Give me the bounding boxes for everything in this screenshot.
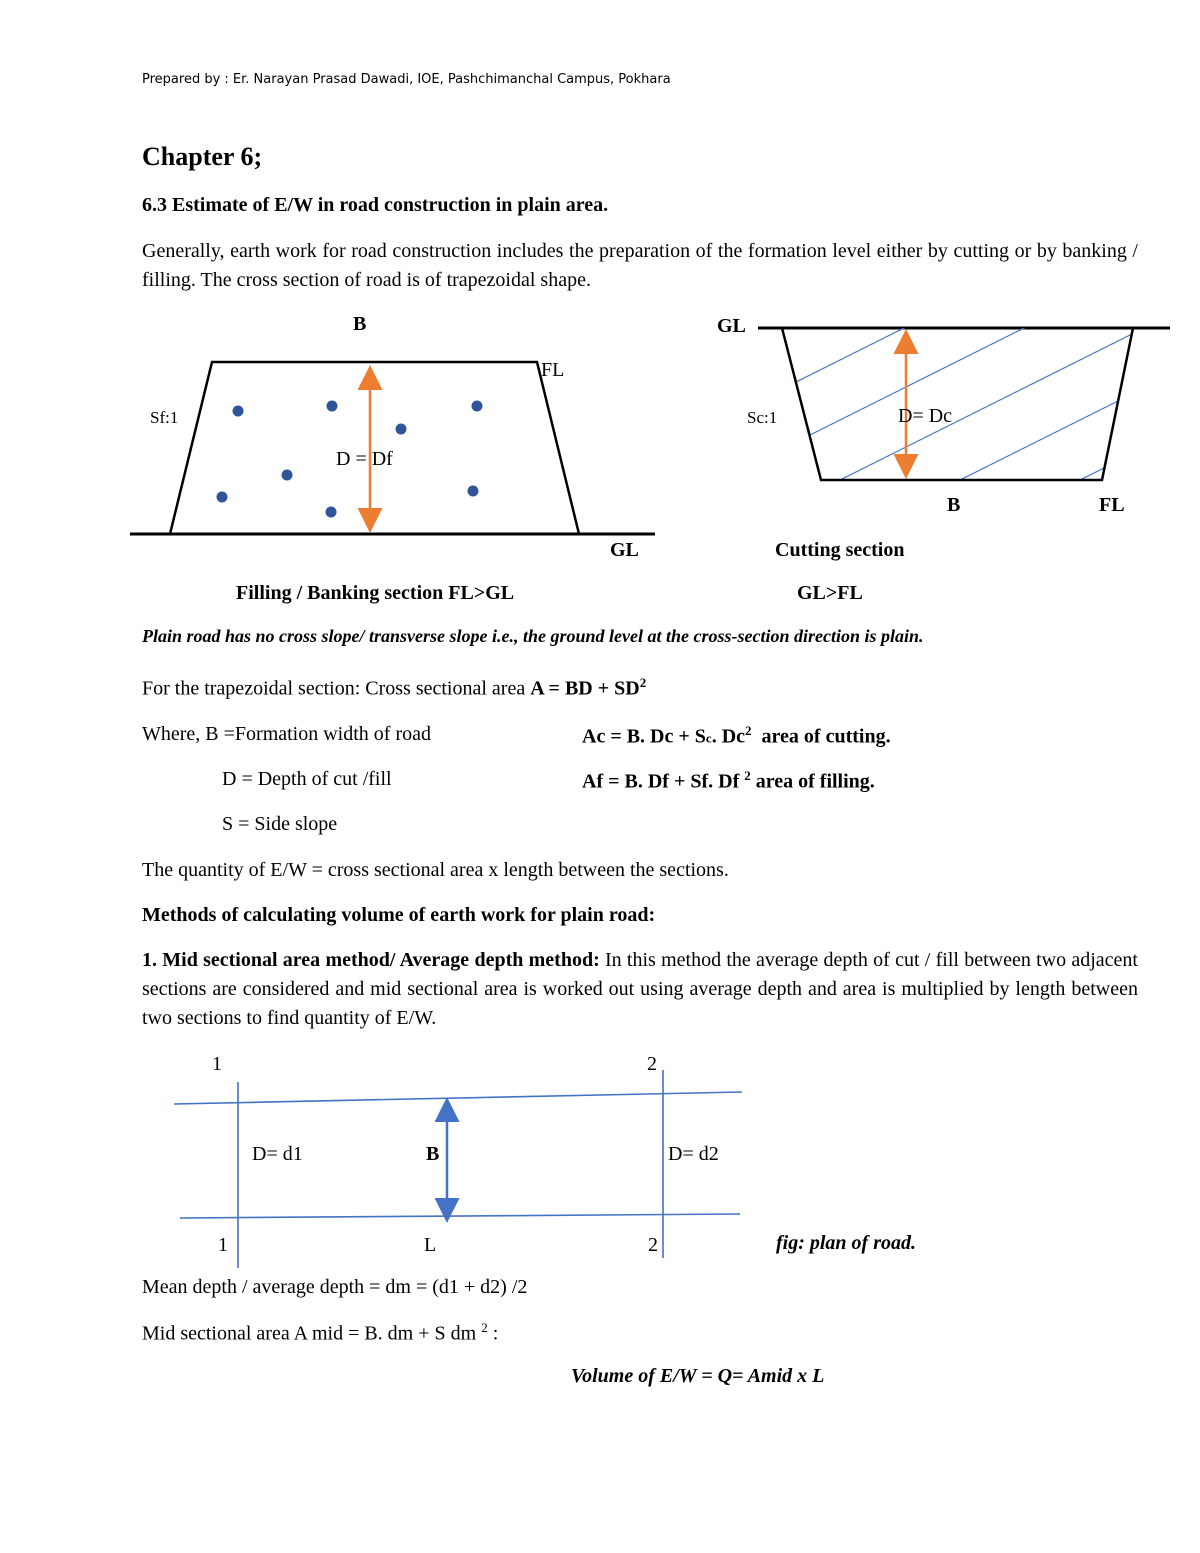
- cutting-trapezoid: [782, 328, 1133, 480]
- caption-cutting: Cutting section: [775, 539, 905, 561]
- fill-area-formula: [582, 768, 875, 794]
- mean-depth: Mean depth / average depth = dm = (d1 + d2) /2: [142, 1276, 528, 1298]
- where-s: S = Side slope: [222, 813, 338, 835]
- area-formula-sup: 2: [639, 675, 647, 690]
- soil-dot: [233, 406, 244, 417]
- label-b: B: [426, 1143, 440, 1165]
- plan-caption: fig: plan of road.: [776, 1232, 916, 1254]
- label-fl: FL: [1099, 494, 1125, 516]
- soil-dot: [217, 492, 228, 503]
- label-l: L: [424, 1234, 437, 1256]
- plain-road-note: Plain road has no cross slope/ transverse slope i.e., the ground level at the cross-section direction is plain.: [142, 626, 924, 646]
- plan-of-road-diagram: [150, 1040, 770, 1270]
- quantity-text: The quantity of E/W = cross sectional area x length between the sections.: [142, 859, 729, 881]
- volume-formula: Volume of E/W = Q= Amid x L: [571, 1365, 825, 1387]
- methods-heading: Methods of calculating volume of earth work for plain road:: [142, 904, 656, 926]
- label-top-right: 2: [647, 1053, 657, 1075]
- cut-area-mid: . Dc: [711, 725, 746, 748]
- cut-area-sup: 2: [745, 723, 752, 738]
- method1-paragraph: [142, 946, 1138, 1033]
- label-b: B: [947, 494, 961, 516]
- cut-area-text: Ac = B. Dc + S: [582, 725, 706, 748]
- filling-section-diagram: [0, 300, 680, 570]
- label-d2: D= d2: [668, 1143, 719, 1165]
- label-depth: D= Dc: [898, 405, 953, 427]
- mid-area-sup: 2: [481, 1320, 488, 1335]
- label-depth: D = Df: [336, 448, 393, 470]
- soil-dot: [468, 486, 479, 497]
- cut-area-suffix: area of cutting.: [761, 725, 891, 748]
- intro-paragraph: Generally, earth work for road construction includes the preparation of the formation level either by cutting or by banking / filling. The cross section of road is of trapezoidal shape.: [142, 240, 1138, 291]
- header-prepared-by: Prepared by : Er. Narayan Prasad Dawadi, IOE, Pashchimanchal Campus, Pokhara: [142, 72, 671, 87]
- cutting-section-diagram: [700, 300, 1190, 570]
- label-gl: GL: [610, 539, 639, 561]
- cutting-caption-gl-fl: GL>FL: [797, 582, 863, 604]
- fill-area-sup: 2: [744, 768, 751, 783]
- where-b: Where, B =Formation width of road: [142, 723, 431, 745]
- label-gl: GL: [717, 315, 746, 337]
- area-formula-line: [142, 675, 646, 701]
- area-formula-prefix: For the trapezoidal section: Cross sectional area: [142, 677, 531, 700]
- label-b: B: [353, 313, 367, 335]
- label-slope: Sc:1: [747, 408, 778, 427]
- road-bottom-edge: [180, 1214, 740, 1218]
- mid-area-text: Mid sectional area A mid = B. dm + S dm: [142, 1322, 482, 1345]
- area-formula: A = BD + SD: [530, 677, 640, 700]
- soil-dot: [396, 424, 407, 435]
- soil-dot: [472, 401, 483, 412]
- label-d1: D= d1: [252, 1143, 303, 1165]
- chapter-title: Chapter 6;: [142, 142, 263, 171]
- cut-area-sub: c: [705, 730, 712, 746]
- where-d: D = Depth of cut /fill: [222, 768, 392, 790]
- soil-dot: [326, 507, 337, 518]
- soil-dot: [282, 470, 293, 481]
- method1-text: In this method the average depth of cut / fill between two adjacent sections are considered and mid sectional area is worked out using average depth and area is multiplied by length between two sections to find quantity of E/W.: [142, 949, 1138, 1029]
- road-top-edge: [174, 1092, 742, 1104]
- label-fl: FL: [541, 359, 565, 381]
- label-bottom-left: 1: [218, 1234, 228, 1256]
- fill-area-suffix: area of filling.: [750, 770, 875, 793]
- method1-title: 1. Mid sectional area method/ Average depth method:: [142, 949, 600, 971]
- cut-area-formula: [582, 723, 891, 749]
- mid-area-suffix: :: [487, 1322, 499, 1345]
- cut-hatching: [760, 300, 1190, 570]
- label-slope: Sf:1: [150, 408, 179, 427]
- mid-area: [142, 1320, 498, 1346]
- filling-caption: Filling / Banking section FL>GL: [236, 582, 515, 604]
- label-bottom-right: 2: [648, 1234, 658, 1256]
- soil-dot: [327, 401, 338, 412]
- label-top-left: 1: [212, 1053, 222, 1075]
- section-title: 6.3 Estimate of E/W in road construction in plain area.: [142, 194, 609, 216]
- fill-area-text: Af = B. Df + Sf. Df: [582, 770, 745, 793]
